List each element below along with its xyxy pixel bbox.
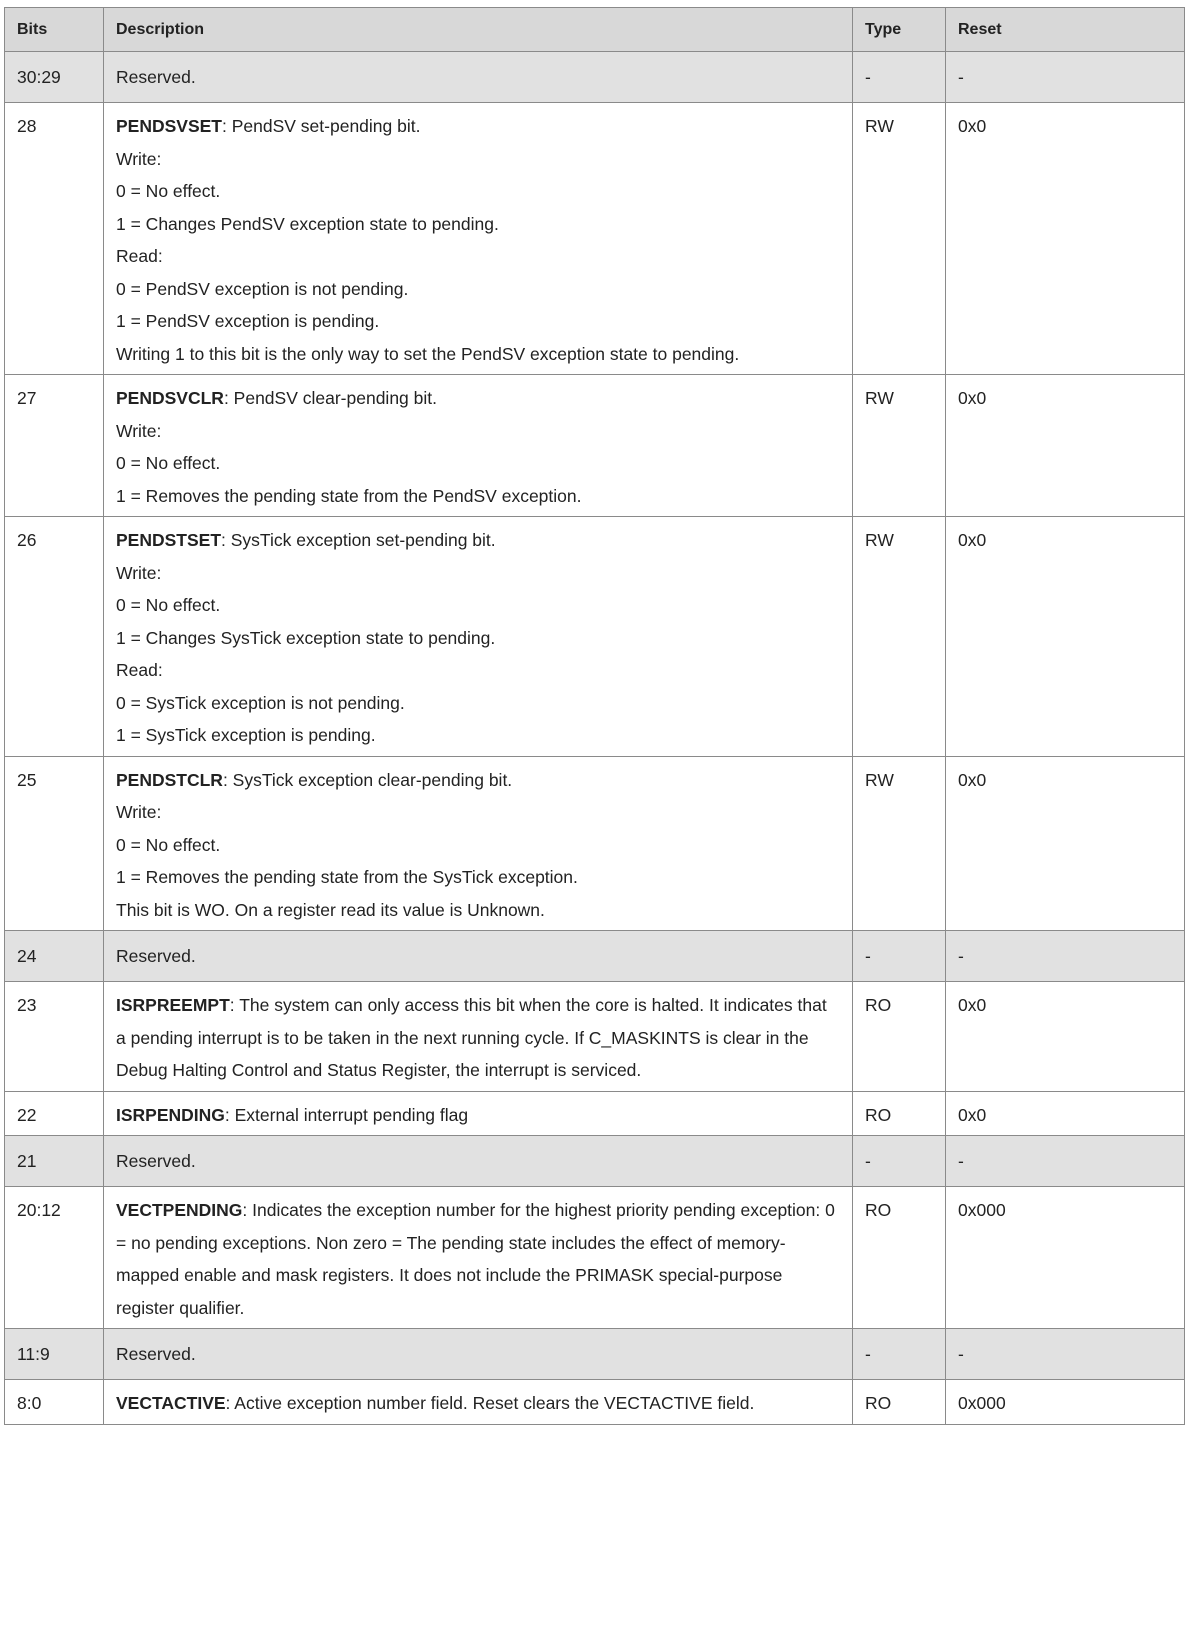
- cell-bits: 25: [5, 756, 104, 931]
- field-name: VECTACTIVE: [116, 1393, 226, 1413]
- table-row: [5, 1380, 1185, 1425]
- description-text: 0 = No effect.: [116, 453, 221, 473]
- description-text: 0 = No effect.: [116, 181, 221, 201]
- description-line: [116, 1099, 840, 1132]
- description-text: 0 = PendSV exception is not pending.: [116, 278, 409, 299]
- cell-description: [104, 517, 853, 757]
- field-name: ISRPENDING: [116, 1104, 225, 1125]
- cell-reset: 0x0: [946, 982, 1185, 1092]
- description-text: : The system can only access this bit when the core is halted. It indicates that a pending interrupt is to be taken in the next running cycle. If C_MASKINTS is clear in the Debug Halting Control and Status Register, the interrupt is serviced.: [116, 995, 827, 1080]
- description-text: 0 = No effect.: [116, 834, 221, 855]
- field-name: PENDSVCLR: [116, 388, 224, 408]
- column-header-description: Description: [104, 8, 853, 52]
- cell-description: [104, 982, 853, 1092]
- cell-type: RW: [853, 756, 946, 931]
- description-text: Reserved.: [116, 66, 196, 87]
- cell-reset: -: [946, 1329, 1185, 1380]
- description-line: [116, 382, 840, 415]
- cell-bits: 30:29: [5, 52, 104, 103]
- column-header-bits: Bits: [5, 8, 104, 52]
- description-line: [116, 447, 840, 480]
- description-line: [116, 989, 840, 1087]
- cell-description: [104, 103, 853, 375]
- description-text: 1 = Removes the pending state from the PendSV exception.: [116, 485, 582, 506]
- cell-reset: 0x000: [946, 1380, 1185, 1425]
- cell-type: -: [853, 1136, 946, 1187]
- cell-description: [104, 375, 853, 517]
- table-row-reserved: [5, 931, 1185, 982]
- cell-reset: -: [946, 52, 1185, 103]
- description-line: [116, 1387, 840, 1420]
- table-header: [5, 8, 1185, 52]
- field-name: VECTPENDING: [116, 1200, 243, 1220]
- description-line: [116, 175, 840, 208]
- cell-type: -: [853, 931, 946, 982]
- description-text: 1 = Changes SysTick exception state to pending.: [116, 627, 496, 648]
- cell-bits: 11:9: [5, 1329, 104, 1380]
- field-name: PENDSVSET: [116, 116, 222, 136]
- description-text: Reserved.: [116, 1343, 196, 1364]
- cell-type: -: [853, 1329, 946, 1380]
- cell-description: [104, 931, 853, 982]
- cell-description: [104, 1187, 853, 1329]
- register-bit-field-table: [4, 7, 1185, 1425]
- cell-bits: 21: [5, 1136, 104, 1187]
- description-text: Write:: [116, 802, 162, 822]
- description-text: 1 = PendSV exception is pending.: [116, 311, 380, 331]
- description-line: [116, 829, 840, 862]
- cell-description: [104, 1136, 853, 1187]
- description-line: [116, 1338, 840, 1371]
- description-line: [116, 480, 840, 513]
- cell-bits: 28: [5, 103, 104, 375]
- cell-type: RW: [853, 375, 946, 517]
- description-text: : Active exception number field. Reset clears the VECTACTIVE field.: [225, 1393, 755, 1413]
- description-text: Read:: [116, 660, 163, 680]
- cell-type: RO: [853, 1187, 946, 1329]
- description-line: [116, 861, 840, 894]
- description-text: 1 = SysTick exception is pending.: [116, 725, 376, 745]
- cell-reset: 0x000: [946, 1187, 1185, 1329]
- cell-bits: 8:0: [5, 1380, 104, 1425]
- description-text: This bit is WO. On a register read its value is Unknown.: [116, 899, 545, 920]
- cell-type: RO: [853, 1380, 946, 1425]
- table-row: [5, 982, 1185, 1092]
- cell-bits: 26: [5, 517, 104, 757]
- cell-description: [104, 52, 853, 103]
- table-row-reserved: [5, 52, 1185, 103]
- field-name: PENDSTCLR: [116, 769, 223, 790]
- description-line: [116, 1145, 840, 1178]
- table-row-reserved: [5, 1329, 1185, 1380]
- table-row-reserved: [5, 1136, 1185, 1187]
- description-line: [116, 764, 840, 797]
- description-line: [116, 622, 840, 655]
- description-line: [116, 110, 840, 143]
- cell-reset: 0x0: [946, 103, 1185, 375]
- description-text: Writing 1 to this bit is the only way to set the PendSV exception state to pending.: [116, 343, 740, 364]
- cell-type: RO: [853, 982, 946, 1092]
- header-row: [5, 8, 1185, 52]
- cell-reset: 0x0: [946, 756, 1185, 931]
- description-line: [116, 940, 840, 973]
- description-line: [116, 719, 840, 752]
- cell-description: [104, 1380, 853, 1425]
- cell-type: RW: [853, 103, 946, 375]
- table-row: [5, 756, 1185, 931]
- cell-reset: -: [946, 1136, 1185, 1187]
- description-text: : PendSV clear-pending bit.: [223, 388, 437, 408]
- cell-reset: 0x0: [946, 517, 1185, 757]
- description-line: [116, 589, 840, 622]
- cell-type: RW: [853, 517, 946, 757]
- description-text: : SysTick exception set-pending bit.: [221, 530, 496, 550]
- column-header-reset: Reset: [946, 8, 1185, 52]
- column-header-type: Type: [853, 8, 946, 52]
- description-text: : PendSV set-pending bit.: [222, 116, 421, 136]
- description-line: [116, 273, 840, 306]
- cell-description: [104, 756, 853, 931]
- cell-reset: 0x0: [946, 375, 1185, 517]
- description-line: [116, 208, 840, 241]
- description-line: [116, 654, 840, 687]
- field-name: PENDSTSET: [116, 530, 222, 550]
- cell-reset: 0x0: [946, 1091, 1185, 1136]
- description-line: [116, 61, 840, 94]
- description-text: 1 = Changes PendSV exception state to pending.: [116, 213, 499, 234]
- description-line: [116, 687, 840, 720]
- description-text: : Indicates the exception number for the highest priority pending exception: 0 = no pending exceptions. Non zero = The pending state includes the effect of memory-mapped enable and mask registers. It does not include the PRIMASK special-purpose register qualifier.: [116, 1200, 835, 1318]
- description-line: [116, 415, 840, 448]
- description-text: Write:: [116, 420, 162, 441]
- description-text: 0 = SysTick exception is not pending.: [116, 692, 405, 713]
- field-name: ISRPREEMPT: [116, 995, 230, 1015]
- description-text: : External interrupt pending flag: [224, 1104, 469, 1125]
- table-row: [5, 517, 1185, 757]
- description-text: 1 = Removes the pending state from the SysTick exception.: [116, 867, 578, 887]
- table-row: [5, 375, 1185, 517]
- cell-reset: -: [946, 931, 1185, 982]
- table-body: [5, 52, 1185, 1425]
- table-row: [5, 1091, 1185, 1136]
- description-line: [116, 305, 840, 338]
- description-text: 0 = No effect.: [116, 595, 221, 615]
- cell-type: RO: [853, 1091, 946, 1136]
- description-text: Reserved.: [116, 1150, 196, 1171]
- cell-description: [104, 1329, 853, 1380]
- cell-type: -: [853, 52, 946, 103]
- cell-bits: 23: [5, 982, 104, 1092]
- description-text: Read:: [116, 246, 163, 266]
- description-line: [116, 338, 840, 371]
- description-line: [116, 240, 840, 273]
- description-line: [116, 1194, 840, 1324]
- table-row: [5, 103, 1185, 375]
- cell-bits: 22: [5, 1091, 104, 1136]
- description-text: Write:: [116, 148, 162, 169]
- description-line: [116, 143, 840, 176]
- description-text: : SysTick exception clear-pending bit.: [222, 769, 513, 790]
- description-line: [116, 557, 840, 590]
- description-line: [116, 894, 840, 927]
- cell-bits: 20:12: [5, 1187, 104, 1329]
- cell-description: [104, 1091, 853, 1136]
- description-line: [116, 524, 840, 557]
- cell-bits: 27: [5, 375, 104, 517]
- description-text: Write:: [116, 562, 162, 583]
- cell-bits: 24: [5, 931, 104, 982]
- table-row: [5, 1187, 1185, 1329]
- description-line: [116, 796, 840, 829]
- description-text: Reserved.: [116, 945, 196, 966]
